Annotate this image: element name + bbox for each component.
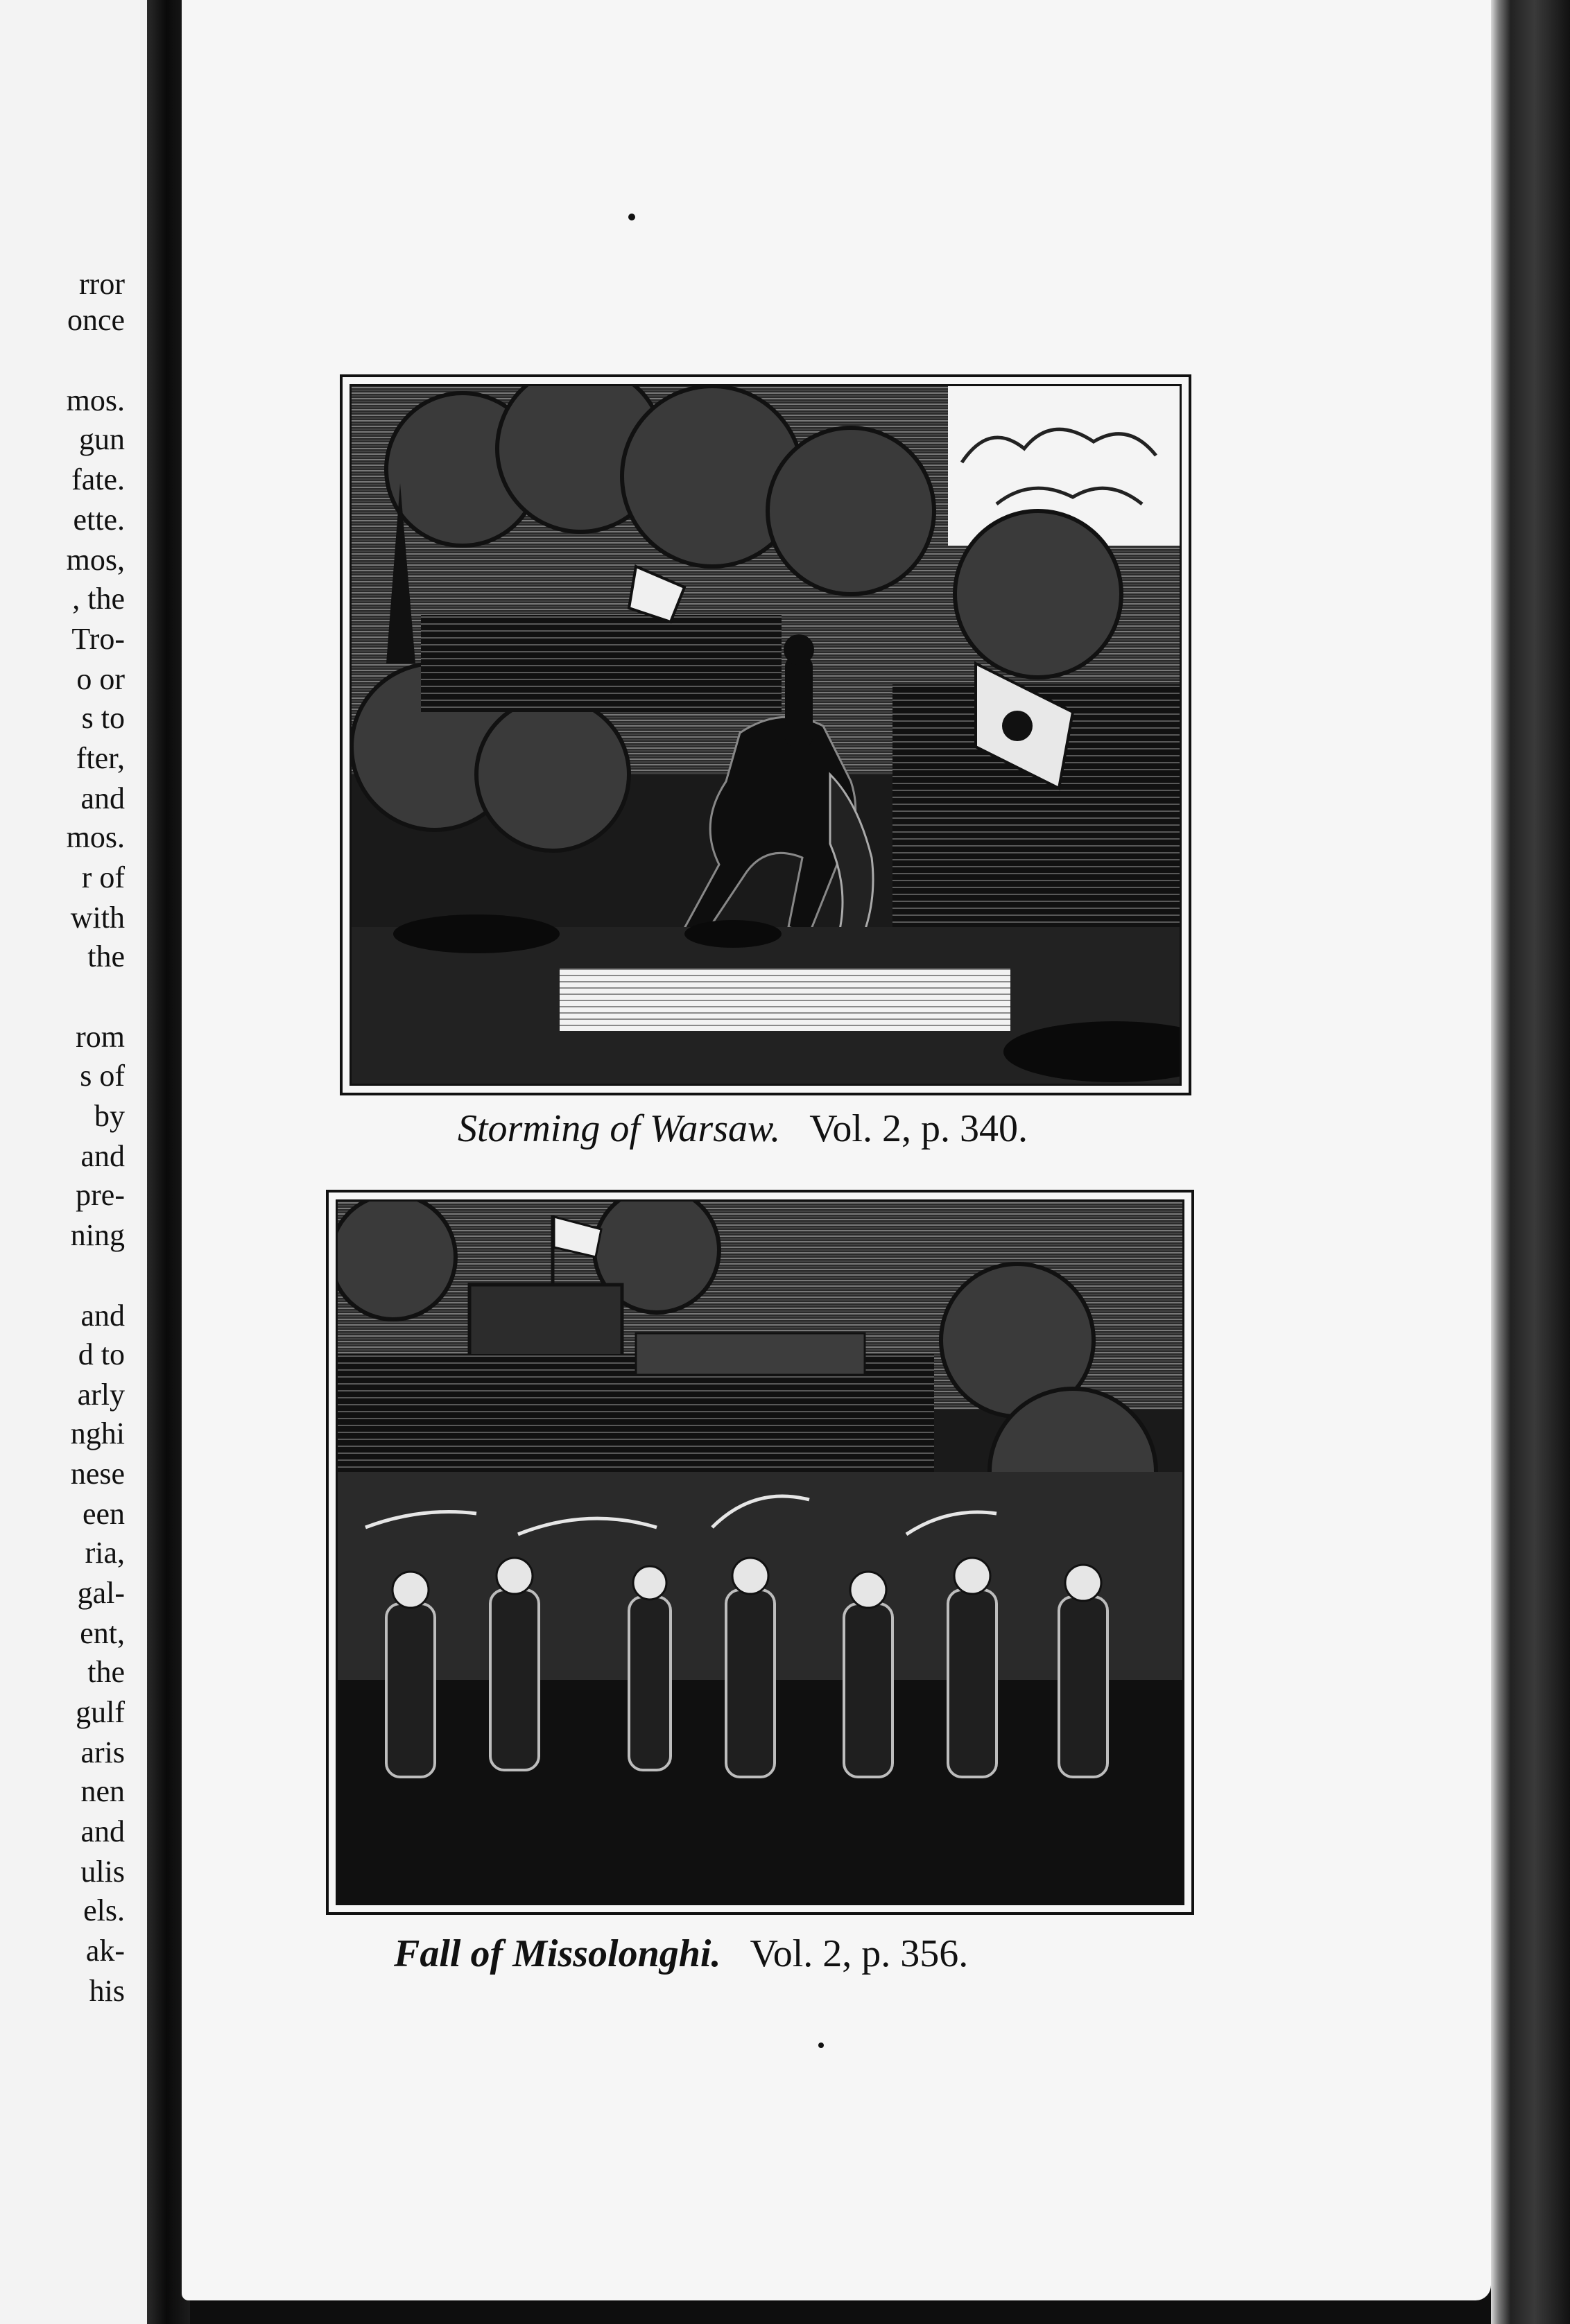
text-line: rror (79, 267, 125, 301)
text-line: and (80, 1814, 125, 1848)
text-line: gal- (77, 1576, 125, 1610)
plate-title: Storming of Warsaw. (458, 1107, 781, 1150)
text-line: mos. (66, 383, 125, 417)
text-line: fter, (76, 741, 125, 775)
text-line: fate. (71, 462, 125, 496)
text-line: ning (70, 1218, 125, 1252)
text-line: ak- (85, 1934, 125, 1968)
engraving-plate (326, 1190, 1194, 1915)
text-line: o or (76, 662, 125, 696)
text-line: and (80, 781, 125, 815)
text-line: the (87, 1655, 125, 1689)
plate-caption-warsaw (458, 1107, 1028, 1151)
text-line: nese (70, 1457, 125, 1491)
text-line: gulf (76, 1695, 125, 1729)
text-line: the (87, 939, 125, 973)
text-line: r of (81, 860, 125, 894)
text-line: arly (77, 1378, 125, 1412)
text-line: els. (83, 1893, 125, 1927)
text-line: his (89, 1974, 125, 2008)
facing-page (0, 0, 147, 2324)
text-line: ent, (80, 1616, 125, 1650)
plate-reference: Vol. 2, p. 340. (809, 1107, 1028, 1150)
text-line: ulis (80, 1855, 125, 1889)
text-line: Tro- (71, 622, 125, 656)
text-line: s of (80, 1059, 125, 1093)
engraving-image-missolonghi (336, 1199, 1184, 1905)
text-line: and (80, 1139, 125, 1173)
plate-title: Fall of Missolonghi. (394, 1932, 721, 1975)
plate-reference: Vol. 2, p. 356. (750, 1932, 969, 1975)
text-line: nen (80, 1774, 125, 1808)
text-line: gun (79, 422, 125, 456)
text-line: , the (72, 582, 125, 616)
text-line: pre- (76, 1178, 125, 1212)
book-edge (1491, 0, 1570, 2324)
text-line: s to (81, 701, 125, 735)
text-line: mos. (66, 820, 125, 854)
ink-speck (818, 2043, 824, 2048)
text-line: ria, (85, 1536, 125, 1570)
text-line: once (67, 303, 125, 337)
plate-caption-missolonghi (394, 1932, 968, 1976)
text-line: nghi (70, 1416, 125, 1450)
text-line: aris (80, 1735, 125, 1769)
text-line: and (80, 1299, 125, 1333)
engraving-plate (340, 374, 1191, 1095)
text-line: by (94, 1099, 125, 1133)
text-line: een (82, 1497, 125, 1531)
text-line: ette. (73, 503, 125, 537)
text-line: mos, (66, 543, 125, 577)
text-line: with (70, 901, 125, 935)
text-line: rom (76, 1020, 125, 1054)
text-line: d to (78, 1337, 125, 1371)
engraving-image-warsaw (350, 384, 1182, 1086)
ink-speck (628, 214, 635, 220)
